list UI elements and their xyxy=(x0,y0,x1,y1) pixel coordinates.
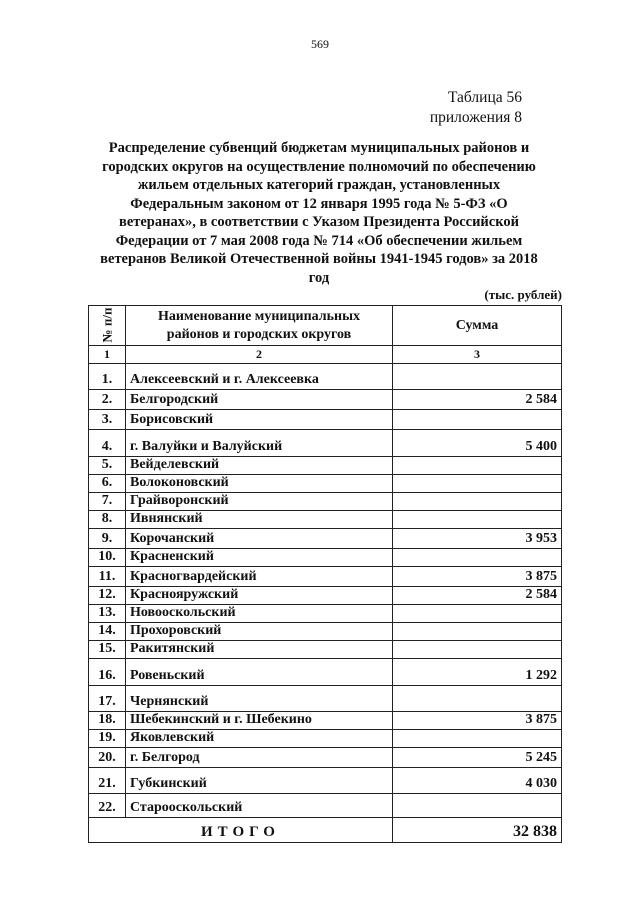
row-name: Губкинский xyxy=(126,768,393,794)
row-sum xyxy=(393,549,562,567)
row-name: Прохоровский xyxy=(126,623,393,641)
row-name: Волоконовский xyxy=(126,475,393,493)
title-line: Распределение субвенций бюджетам муниципальных районов и xyxy=(108,140,530,156)
table-row xyxy=(89,605,562,623)
row-sum xyxy=(393,686,562,712)
row-number: 13. xyxy=(89,605,126,623)
table-row xyxy=(89,623,562,641)
row-sum xyxy=(393,364,562,390)
title-line: Федеральным законом от 12 января 1995 года № 5-ФЗ «О xyxy=(130,195,508,212)
row-number: 19. xyxy=(89,730,126,748)
row-number: 20. xyxy=(89,748,126,768)
row-sum xyxy=(393,511,562,529)
row-number: 10. xyxy=(89,549,126,567)
row-name: Красненский xyxy=(126,549,393,567)
table-row xyxy=(89,730,562,748)
header-number-label: № п/п xyxy=(99,307,114,343)
row-sum: 3 875 xyxy=(393,567,562,587)
table-row xyxy=(89,410,562,430)
row-sum xyxy=(393,475,562,493)
row-sum xyxy=(393,794,562,818)
unit-label: (тыс. рублей) xyxy=(484,287,562,302)
table-row xyxy=(89,686,562,712)
row-name: Алексеевский и г. Алексеевка xyxy=(126,364,393,390)
row-number: 8. xyxy=(89,511,126,529)
table-ref-line2: приложения 8 xyxy=(429,109,522,126)
table-row xyxy=(89,659,562,686)
row-sum: 5 245 xyxy=(393,748,562,768)
table-row xyxy=(89,587,562,605)
column-number: 3 xyxy=(393,346,562,364)
header-name-line1: Наименование муниципальных xyxy=(157,308,361,324)
row-number: 7. xyxy=(89,493,126,511)
page-number: 569 xyxy=(311,37,329,51)
total-label: ИТОГО xyxy=(89,818,393,843)
row-name: Вейделевский xyxy=(126,457,393,475)
row-name: Красногвардейский xyxy=(126,567,393,587)
table-row xyxy=(89,748,562,768)
table-row xyxy=(89,567,562,587)
row-name: Чернянский xyxy=(126,686,393,712)
title-line: ветеранов Великой Отечественной войны 1941-1945 годов» за 2018 xyxy=(100,251,538,267)
row-name: Корочанский xyxy=(126,529,393,549)
table-row xyxy=(89,364,562,390)
table-row xyxy=(89,529,562,549)
row-sum xyxy=(393,410,562,430)
table-row xyxy=(89,768,562,794)
row-name: Новооскольский xyxy=(126,605,393,623)
row-sum xyxy=(393,457,562,475)
row-name: Ракитянский xyxy=(126,641,393,659)
header-number xyxy=(89,306,126,346)
row-number: 18. xyxy=(89,712,126,730)
row-sum xyxy=(393,730,562,748)
title-line: ветеранах», в соответствии с Указом Президента Российской xyxy=(118,214,519,230)
header-sum: Сумма xyxy=(393,306,562,346)
title-line: год xyxy=(308,269,330,286)
table-row xyxy=(89,430,562,457)
row-number: 21. xyxy=(89,768,126,794)
table-row xyxy=(89,641,562,659)
row-name: г. Белгород xyxy=(126,748,393,768)
subvention-table xyxy=(88,305,562,843)
column-number: 1 xyxy=(89,346,126,364)
row-number: 22. xyxy=(89,794,126,818)
row-name: Шебекинский и г. Шебекино xyxy=(126,712,393,730)
table-ref-line1: Таблица 56 xyxy=(447,89,522,106)
header-name xyxy=(126,306,393,346)
row-name: Борисовский xyxy=(126,410,393,430)
table-row xyxy=(89,475,562,493)
table-row xyxy=(89,549,562,567)
row-number: 16. xyxy=(89,659,126,686)
row-name: Старооскольский xyxy=(126,794,393,818)
row-number: 11. xyxy=(89,567,126,587)
document-title xyxy=(88,139,550,287)
row-sum xyxy=(393,605,562,623)
row-number: 6. xyxy=(89,475,126,493)
row-sum: 1 292 xyxy=(393,659,562,686)
row-name: Ровеньский xyxy=(126,659,393,686)
row-name: Белгородский xyxy=(126,390,393,410)
row-sum: 5 400 xyxy=(393,430,562,457)
row-sum: 3 953 xyxy=(393,529,562,549)
title-line: жильем отдельных категорий граждан, установленных xyxy=(137,177,501,193)
row-name: Ивнянский xyxy=(126,511,393,529)
table-row xyxy=(89,390,562,410)
total-row xyxy=(89,818,562,843)
row-name: Яковлевский xyxy=(126,730,393,748)
row-number: 12. xyxy=(89,587,126,605)
row-sum: 4 030 xyxy=(393,768,562,794)
row-sum xyxy=(393,623,562,641)
row-sum: 3 875 xyxy=(393,712,562,730)
table-row xyxy=(89,712,562,730)
row-sum xyxy=(393,493,562,511)
row-name: Грайворонский xyxy=(126,493,393,511)
row-name: Краснояружский xyxy=(126,587,393,605)
row-number: 4. xyxy=(89,430,126,457)
column-number-row xyxy=(89,346,562,364)
row-sum: 2 584 xyxy=(393,587,562,605)
table-row xyxy=(89,457,562,475)
table-reference xyxy=(430,88,522,128)
row-sum: 2 584 xyxy=(393,390,562,410)
header-name-line2: районов и городских округов xyxy=(166,326,352,342)
row-number: 14. xyxy=(89,623,126,641)
table-row xyxy=(89,794,562,818)
row-number: 3. xyxy=(89,410,126,430)
header-row xyxy=(89,306,562,346)
table-row xyxy=(89,493,562,511)
row-number: 9. xyxy=(89,529,126,549)
row-name: г. Валуйки и Валуйский xyxy=(126,430,393,457)
column-number: 2 xyxy=(126,346,393,364)
row-sum xyxy=(393,641,562,659)
table-row xyxy=(89,511,562,529)
row-number: 1. xyxy=(89,364,126,390)
title-line: Федерации от 7 мая 2008 года № 714 «Об обеспечении жильем xyxy=(115,232,523,249)
row-number: 2. xyxy=(89,390,126,410)
total-sum: 32 838 xyxy=(393,818,562,843)
row-number: 15. xyxy=(89,641,126,659)
title-line: городских округов на осуществление полномочий по обеспечению xyxy=(102,158,536,175)
row-number: 5. xyxy=(89,457,126,475)
row-number: 17. xyxy=(89,686,126,712)
